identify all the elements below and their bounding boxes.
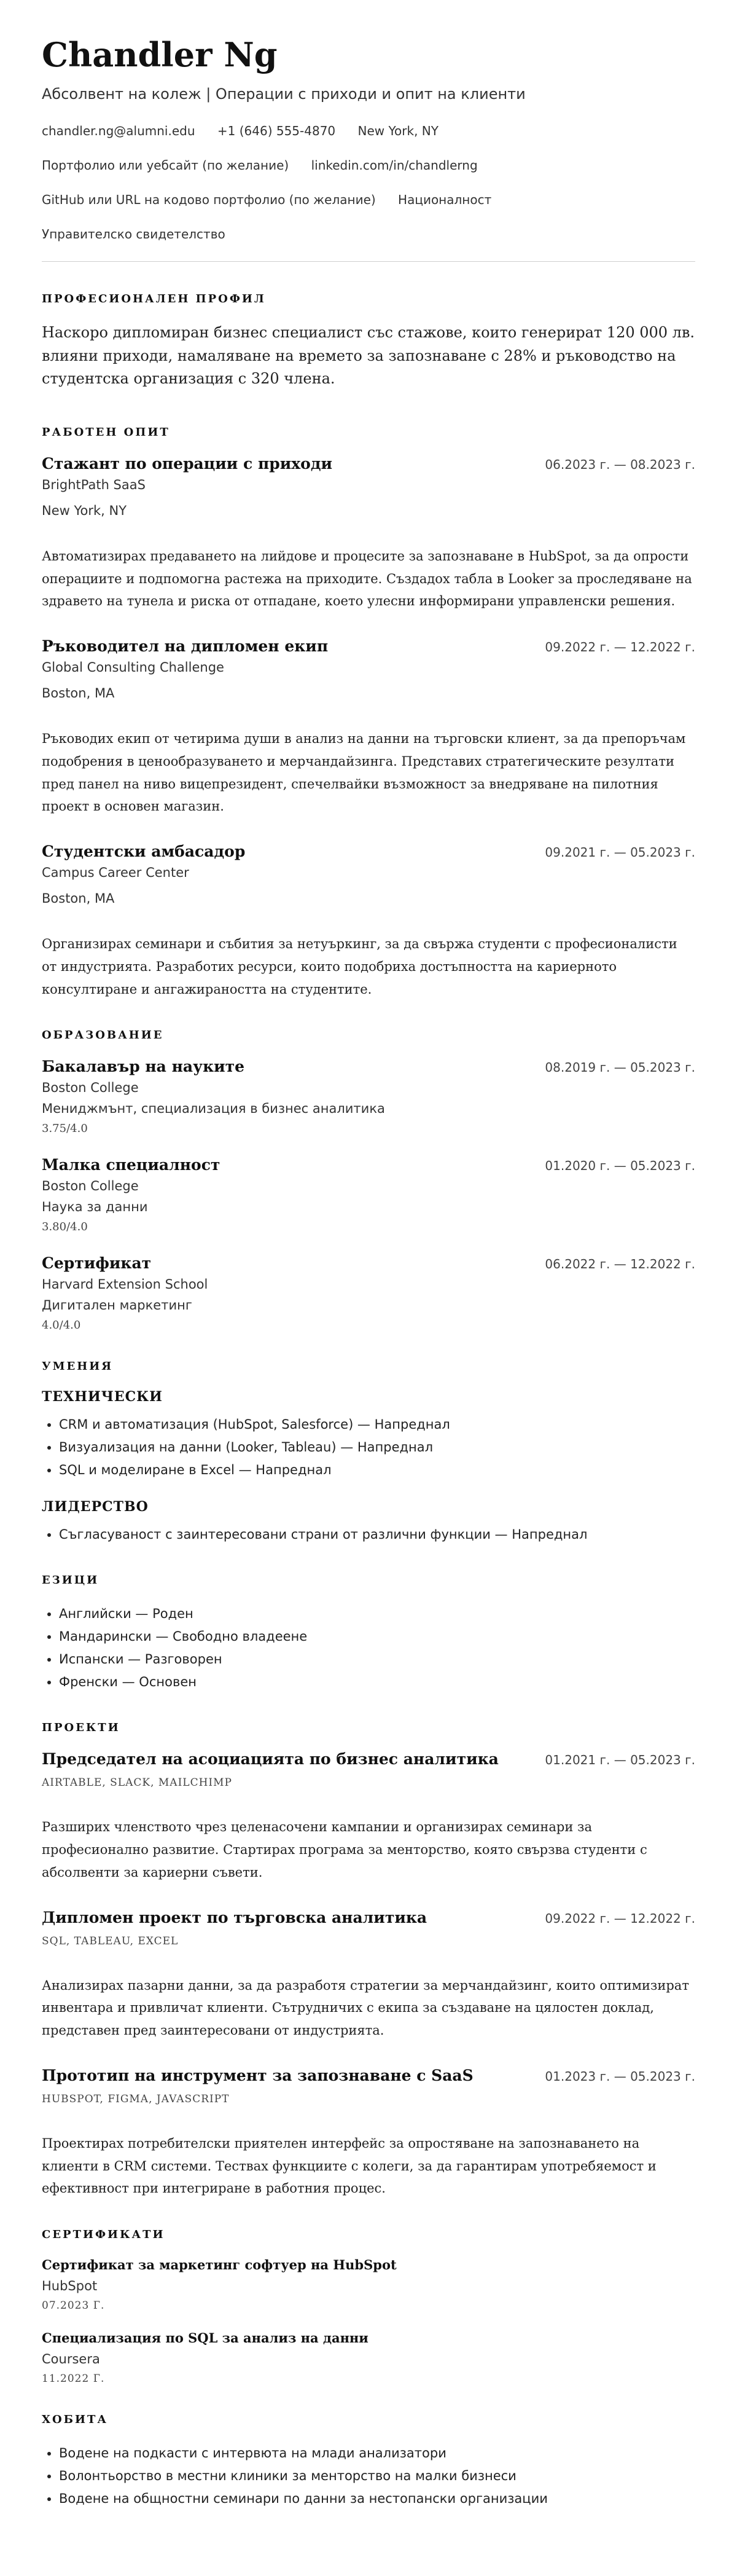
- hobbies-section: [42, 2413, 695, 2510]
- job-dates: 09.2021 г. — 05.2023 г.: [545, 845, 695, 860]
- job-company: Campus Career Center: [42, 865, 189, 881]
- list-item: • SQL и моделиране в Excel — Напреднал: [59, 1459, 695, 1482]
- section-title: ПРОФЕСИОНАЛЕН ПРОФИЛ: [42, 293, 266, 306]
- degree-dates: 06.2022 г. — 12.2022 г.: [545, 1257, 695, 1272]
- project-title: Прототип на инструмент за запознаване с SaaS: [42, 2066, 474, 2084]
- degree-title: Малка специалност: [42, 1156, 220, 1174]
- list-item: • Съгласуваност с заинтересовани страни от различни функции — Напреднал: [59, 1523, 695, 1546]
- candidate-name: Chandler Ng: [42, 35, 278, 74]
- header-divider: [42, 261, 695, 262]
- contact-nationality: Националност: [398, 192, 492, 208]
- degree-title: Бакалавър на науките: [42, 1058, 245, 1076]
- skill-list: [42, 1413, 695, 1481]
- list-item: • Визуализация на данни (Looker, Tableau) — Напреднал: [59, 1436, 695, 1459]
- section-title: ЕЗИЦИ: [42, 1574, 99, 1587]
- job-title: Ръководител на дипломен екип: [42, 637, 329, 656]
- project-description: Анализирах пазарни данни, за да разработя стратегии за мерчандайзинг, които оптимизират инвентара и привличат клиенти. Сътрудничих с екипа за създаване на цялостен доклад, представен пред заинтересовани от индустрията.: [42, 1977, 689, 2038]
- list-item: • Водене на подкасти с интервюта на млади анализатори: [59, 2442, 695, 2465]
- list-item: • Английски — Роден: [59, 1603, 695, 1625]
- projects-section: [42, 1721, 695, 2200]
- contact-linkedin[interactable]: linkedin.com/in/chandlerng: [311, 158, 478, 173]
- project-title: Председател на асоциацията по бизнес аналитика: [42, 1750, 499, 1769]
- languages-section: [42, 1574, 695, 1693]
- field-of-study: Мениджмънт, специализация в бизнес аналитика: [42, 1101, 385, 1117]
- gpa: 4.0/4.0: [42, 1319, 81, 1332]
- list-item: • CRM и автоматизация (HubSpot, Salesforce) — Напреднал: [59, 1413, 695, 1436]
- certification-name: Специализация по SQL за анализ на данни: [42, 2330, 368, 2346]
- contact-email[interactable]: chandler.ng@alumni.edu: [42, 124, 195, 139]
- skill-group-title: ТЕХНИЧЕСКИ: [42, 1389, 163, 1405]
- experience-item: [42, 455, 695, 613]
- list-item: • Мандарински — Свободно владеене: [59, 1625, 695, 1648]
- job-description: Автоматизирах предаването на лийдове и процесите за запознаване в HubSpot, за да опрости операциите и подпомогна растежа на приходите. Създадох табла в Looker за проследяване на здравето на тунела и риска от отпадане, което улесни информирани управленски решения.: [42, 548, 692, 609]
- project-description: Разширих членството чрез целенасочени кампании и организирах семинари за професионално развитие. Стартирах програма за менторство, която свързва студенти с абсолвенти за кариерни съвети.: [42, 1820, 647, 1880]
- education-section: [42, 1029, 695, 1332]
- language-list: [42, 1603, 695, 1693]
- contact-row: [42, 124, 695, 138]
- list-item: • Френски — Основен: [59, 1671, 695, 1694]
- job-location: Boston, MA: [42, 891, 115, 906]
- project-dates: 09.2022 г. — 12.2022 г.: [545, 1910, 695, 1926]
- project-title: Дипломен проект по търговска аналитика: [42, 1908, 427, 1926]
- experience-item: [42, 842, 695, 1000]
- gpa: 3.80/4.0: [42, 1220, 88, 1234]
- section-title: РАБОТЕН ОПИТ: [42, 425, 170, 439]
- school-name: Boston College: [42, 1080, 139, 1096]
- job-dates: 06.2023 г. — 08.2023 г.: [545, 457, 695, 472]
- section-title: УМЕНИЯ: [42, 1360, 114, 1373]
- gpa: 3.75/4.0: [42, 1122, 88, 1136]
- project-dates: 01.2021 г. — 05.2023 г.: [545, 1753, 695, 1768]
- education-item: [42, 1254, 695, 1332]
- job-location: New York, NY: [42, 503, 127, 518]
- project-item: [42, 2067, 695, 2200]
- contact-row: [42, 227, 695, 242]
- certification-item: [42, 2330, 695, 2385]
- project-description: Проектирах потребителски приятелен интерфейс за опростяване на запознаването на клиенти в CRM системи. Тествах функциите с колеги, за да гарантирам употребяемост и ефективност при интегриране в работния процес.: [42, 2135, 657, 2196]
- job-title: Стажант по операции с приходи: [42, 454, 333, 473]
- project-dates: 01.2023 г. — 05.2023 г.: [545, 2068, 695, 2084]
- contact-row: [42, 158, 695, 173]
- section-title: ХОБИТА: [42, 2413, 109, 2427]
- job-dates: 09.2022 г. — 12.2022 г.: [545, 640, 695, 655]
- section-title: ОБРАЗОВАНИЕ: [42, 1029, 164, 1042]
- certification-date: 07.2023 Г.: [42, 2299, 105, 2312]
- project-tags: AIRTABLE, SLACK, MAILCHIMP: [42, 1777, 232, 1789]
- experience-item: [42, 637, 695, 818]
- certification-name: Сертификат за маркетинг софтуер на HubSpot: [42, 2257, 397, 2273]
- degree-title: Сертификат: [42, 1254, 152, 1273]
- skill-list: [42, 1523, 695, 1546]
- certification-date: 11.2022 Г.: [42, 2373, 105, 2386]
- certification-issuer: HubSpot: [42, 2279, 98, 2294]
- skill-group-title: ЛИДЕРСТВО: [42, 1498, 149, 1515]
- contact-phone[interactable]: +1 (646) 555-4870: [217, 124, 336, 139]
- list-item: • Испански — Разговорен: [59, 1648, 695, 1671]
- job-location: Boston, MA: [42, 686, 115, 701]
- candidate-headline: Абсолвент на колеж | Операции с приходи и опит на клиенти: [42, 85, 526, 103]
- project-item: [42, 1750, 695, 1883]
- contact-location: New York, NY: [357, 124, 439, 139]
- resume-header: [42, 37, 695, 242]
- skills-section: [42, 1360, 695, 1545]
- education-item: [42, 1058, 695, 1135]
- project-tags: HUBSPOT, FIGMA, JAVASCRIPT: [42, 2092, 230, 2105]
- list-item: • Волонтьорство в местни клиники за менторство на малки бизнеси: [59, 2465, 695, 2488]
- contact-github[interactable]: GitHub или URL на кодово портфолио (по желание): [42, 192, 376, 208]
- contact-portfolio[interactable]: Портфолио или уебсайт (по желание): [42, 158, 289, 173]
- certification-issuer: Coursera: [42, 2352, 100, 2367]
- job-description: Организирах семинари и събития за нетуъркинг, за да свържа студенти с професионалисти от индустрията. Разработих ресурси, които подобриха достъпността на кариерното консултиране и ангажираността на студентите.: [42, 937, 677, 997]
- section-title: ПРОЕКТИ: [42, 1721, 120, 1735]
- job-title: Студентски амбасадор: [42, 842, 246, 861]
- job-company: BrightPath SaaS: [42, 477, 146, 492]
- field-of-study: Наука за данни: [42, 1200, 148, 1215]
- certification-item: [42, 2257, 695, 2312]
- project-tags: SQL, TABLEAU, EXCEL: [42, 1934, 179, 1947]
- experience-section: [42, 426, 695, 1001]
- job-company: Global Consulting Challenge: [42, 660, 224, 675]
- section-title: СЕРТИФИКАТИ: [42, 2228, 165, 2242]
- field-of-study: Дигитален маркетинг: [42, 1298, 192, 1313]
- school-name: Boston College: [42, 1179, 139, 1194]
- list-item: • Водене на общностни семинари по данни за нестопански организации: [59, 2488, 695, 2510]
- contact-license: Управителско свидетелство: [42, 227, 225, 242]
- profile-summary: Наскоро дипломиран бизнес специалист със стажове, които генерират 120 000 лв. влияни приходи, намаляване на времето за запознаване с 28% и ръководство на студентска организация с 320 члена.: [42, 324, 695, 387]
- contact-row: [42, 192, 695, 207]
- school-name: Harvard Extension School: [42, 1277, 208, 1292]
- project-item: [42, 1909, 695, 2042]
- degree-dates: 01.2020 г. — 05.2023 г.: [545, 1158, 695, 1174]
- certifications-section: [42, 2228, 695, 2385]
- hobby-list: [42, 2442, 695, 2510]
- profile-section: [42, 293, 695, 390]
- job-description: Ръководих екип от четирима души в анализ на данни на търговски клиент, за да препоръчам подобрения в ценообразуването и мерчандайзинга. Представих стратегическите резултати пред панел на ниво вицепрезидент, спечелвайки възможност за внедряване на пилотния проект в основен магазин.: [42, 731, 686, 814]
- education-item: [42, 1156, 695, 1233]
- degree-dates: 08.2019 г. — 05.2023 г.: [545, 1060, 695, 1075]
